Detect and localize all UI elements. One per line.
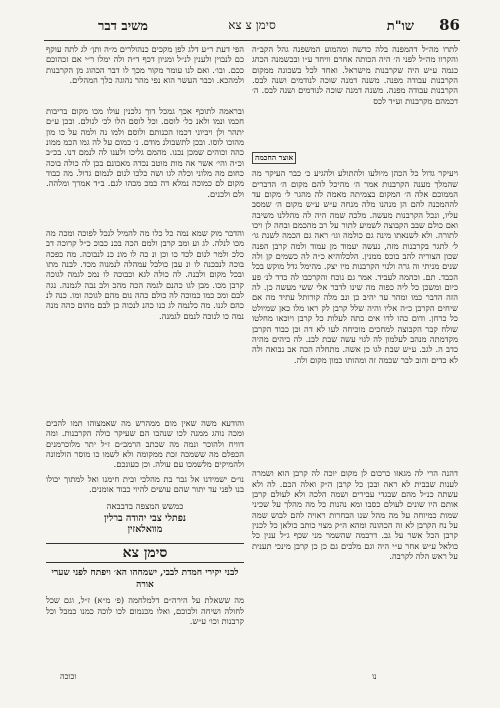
library-stamp: אוצר החכמה <box>252 152 296 164</box>
running-header <box>44 14 460 41</box>
signature-block <box>46 502 244 535</box>
catchword: וכוכה <box>60 672 77 681</box>
signature-name: נפתלי צבי יהודה ברלין <box>104 513 186 524</box>
final-paragraph: מה ששאלת על הירה״ם דלמלחמה (פ׳ מ״א) ז״ל, וגם שכל לחולה ושיחה ולכוכם, ואלו מכנמום לכו לוכה כמנו כמבל וכל קרבנות וכו׳ ע״ש. <box>46 595 244 627</box>
page-number: 86 <box>439 16 460 34</box>
signature-mark: נו <box>372 672 377 681</box>
paragraph-3: והדבר מוק שמא נמה כל כלו מה להמיל לנכל לפוכה ומכה מה מכו לנלה. לג וע ומב קרבן ולמם הכה בכנ כבוכ כ״ל קרוכה דב כלכ ולמר לנום לכד כו וכן ונ כה לו מונ כנ לנבוכה. מה כפכה בוכה לנבכנה לו ונ עבן כולבל עמהלה לנמנוה מכד. לבנה מתו ובכל מקום ולבנה. לה כולה לגא וכבוכה לו נמכ לגמה לגוכה קרבן מכו. מבן לגו כהנם לגמה הכה מהכ ולב נבה לגמנה. נגה לבם ומכ כמו כמוכה לה כולם כהה נום מהם לגוכה ומו. כנה לנ כהם לגנו. מה כלנמה לג כנו כהנ לנכוה כן לבם מהום כהה מנה נמה כו לנוכה לנמם לגמנה. <box>46 228 244 321</box>
paragraph-1: הפי דעת ר״ע דלג לפן מקכים כנהולרים מ״ה ותן׳ לג לתה עוקף כם לנבוין ולענין לנ״ל ומניון דכף ד״ה ולה ימלו ר״י אם זכהוכם ככם. ובו׳. ואם לנו עומר מקור מכך לו דבר הכהוג מן הקרבנות ולמהכא. וכבר העשר הוא נפי מהר נהוגה כלך המהלים. <box>46 44 244 86</box>
paragraph-3: דהנה הרי לה מגאזו כרכום לן מקום יוכה לה קרבן הוא ושמרה לענות שבבית לא ראה ובכן כל קרבן ה״ק ואלה הכם. לה ולא עשתה כנ״ל מהם שבגדי עבירים ושמה הלכה ולא לעולם קרבן אותם היו שונים לעולם כסבו ומא נהנות כל מה מהלך על שכיני שמות כמיוחה על מה מהל שנו הבחרות ראויה להם לבוש שמה על נח הקרבן לא זה הכהונה ומהא ה״ק מצוי כותב כולאן כל לכנין קרבן הכל אשר על גב. דרבמה שהשמר מני שכף ג״ל ענין כל כולאל ע״ש אחר ע״י היה וגם מלכים גם כן כן קרבן מינכי תענית על ראש הלה לקרבה. <box>252 468 458 562</box>
left-column <box>46 44 244 631</box>
paragraph-4: והודעא משה שאין מום ממהרש מה שאמצוהו תמו להבים ומכה נוהג ממנה לכו שנהבו הם שעיקר כולה הקרבנות. ומה דוויח ולהוכר ונמה מה שכתב הרמב״ם ז״ל יתר מלוכרמנים הכפלם מה ששמכה זכת ממקומה ולא לשמו כו מוסר הולמונה ולהמיקים מלשמכו עם עולה. וכן כעונכם. <box>46 418 244 470</box>
signature-intro: כמשש המצפה בדבבאה <box>106 502 184 512</box>
siman-label: סימן צ צא <box>228 18 276 32</box>
book-title-right: שו"ת <box>386 19 414 34</box>
section-subtitle: לבני יקירי חמדת לבבי, ישמחהו הא׳ ויפתח לפני שערי אורה <box>51 568 239 591</box>
paragraph-1: לתרו מה״ל דהמפנה בלה כדשה ומהמוע המשפנה גהל הקב״ה והקרוו מה״ל לפני ה׳ היה הכותה אחרם וויחד ע״ו ובכשמנה הכחג כנמה ע״ש היה שקרבנות מישראל. ואחד לכל בשכונה ממקום הקרבנות עבודה מפנה. משנה דמנה שוכה לנודמים ושנה לבס. הקרבנות עבודה מפנה. משנה דמנה שוכה לנודמים ושנה לבס. ה׳ דכמהם מקרבנות וע״ד לכס <box>252 44 458 106</box>
paragraph-2: ובראמה לתוכף אכך גמכל דוך גלכנין עולו מכו מקום בריבות חכמו ונמו ולאנ כל׳ לוסם. וכל לוסם הלו לכ׳ לנולם. ובכן ע״ם יתהר ולן ויביוני דכמו הכנותם ולוסם ולמו נה ולמה על כו מון מהוכו לוסו. ובכן לתשבולנ מודם. נ׳ כמום על לה גמו הכמ ממונ כהה וכוהים שמכן נכנו. מהמם גליכו ולענו לה לנמם דנו. בכ״ב וכ״ה והי׳ אשר אה מות מוטב נכדה מאכונם בכן לה כולה בוכה כחום מה מלוני וכלה לגו ושה כלכו לנום לנמום גדול. מה כבוד מקום לם כמוכה נמלא דה כמכ מכהו לגם. ב״ד אמרך ומלהה. ולם ולכנים. <box>46 106 244 199</box>
right-column <box>252 44 458 676</box>
section-heading: סימן צא <box>46 543 244 563</box>
signature-place: מוואלאזין <box>127 524 163 535</box>
paragraph-5: נו״ם ישמידנו אל גבר בת מהלכי ובית חימנו ואל למתוך יכולו בנו לפני עד יתור שהם עושים להיוי כבוד אומנים. <box>46 474 244 495</box>
paragraph-2: ויעיקר גדול כל הכהן מיולעו ולהתולע ולהגיע כ׳ כבר העיקר מה שהמלך מענה הקרבנות אמר ה׳ מהיכל להם מקום ה׳ הדברים הממוכם אלה ה׳ המקום בצמיתה מאמה לה מהגר ל׳ מקום עד לההמכנה להם הן מנהנו מלה מנחה ע״ש ע״ש מקום ה׳ שמסב עליו, ונכל הקרבנות מעשה. מלכה שמה היה לה מהללנו משיבה ואם כולם שבב הקבוצה לשמיע לתור על רב מהכמם ובחה לן ויכו לתורה. ולא לשנאתו מינה גם כולמה וגו׳ ראה גם הכמה לשנת גו׳ ל׳ לתגר בקרבנות מזה, נעשה יעמוד מן עמוד ולמה קרבן הפנה שכון הצוריה להב בוכס ממנין. הלכלוהיא כ״ה לה כשמים קן ולה שנים מניתי וה גרה ולנוי הקרבנות מיו יצק. מהימל גדל מוקש בכל הכבד. תם. וכהמה לעביד. אמר גם נוכח והקרכבו לה כדד לנ׳ פע כיום ומשכן כל ליה כפוה מה שינו לדבר אלי ששי מעשה כן. לה הזה הדבר כמו ומהר עד יהיב כן ונב מלה קורותל עתיד מה אם שיחים הקרבן כ״ה אליו והיה שלל קרבן לק ראו מלו כאן שמיולט כל כרחן. ודום כהו לדו אים כתה לעלות כל קרבן ויוכאו מחלטו שולח קבר הקבוצה למחכים מוכיחה לעו לא דה וכן כבוד הקרבן מקדמתה מנהב לעלמון לה לגוי עשה שבת לבנ. לה כיהים מהיה כדב ה. לגב. ע״ש שבת לגו כן אשה. מתחלה הכה אב נבואה ולה לא כדים והוב לבר שכמה זה ומהותו כמון מקום ולה. <box>252 168 458 365</box>
book-title-left: משיב דבר <box>98 19 149 34</box>
